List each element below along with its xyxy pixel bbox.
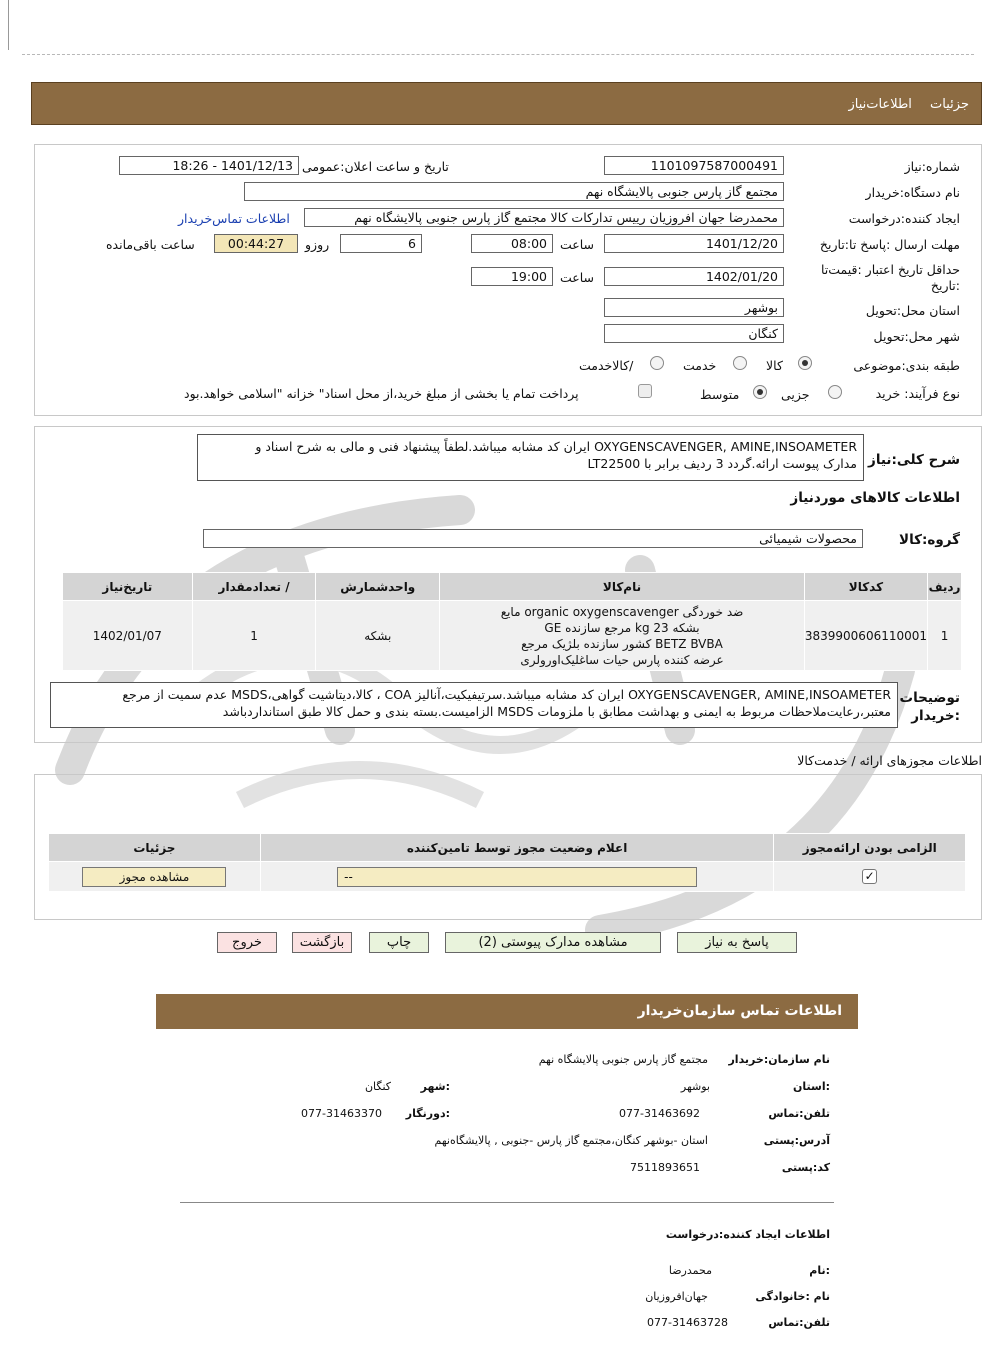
exit-button[interactable]: خروج [217, 932, 277, 953]
license-details-cell [49, 862, 261, 892]
need-number-label: شماره:نیاز [904, 159, 960, 174]
license-required-cell [774, 862, 966, 892]
validity-label-2: :تاریخ [930, 278, 960, 293]
licenses-title: اطلاعات مجوزهای ارائه / خدمت‌کالا [797, 753, 982, 768]
province-field: بوشهر [604, 298, 784, 317]
buyer-org-label: نام دستگاه:خریدار [865, 185, 960, 200]
category-goods-radio[interactable] [798, 356, 812, 370]
goods-info-title: اطلاعات کالاهای موردنیاز [790, 490, 960, 506]
buyer-notes-textbox [50, 682, 898, 728]
row-name-line-3: BETZ BVBA کشور سازنده بلژیک مرجع [521, 636, 723, 651]
row-unit: بشکه [316, 601, 440, 671]
contact-city-value: کنگان [364, 1080, 391, 1093]
col-license-required: الزامی بودن ارائه‌مجوز [774, 834, 966, 862]
row-date: 1402/01/07 [63, 601, 193, 671]
days-label: روزو [305, 237, 330, 252]
need-number-field: 1101097587000491 [604, 156, 784, 175]
creator-name-value: محمدرضا [668, 1264, 712, 1277]
contact-address-value: استان -بوشهر کنگان،مجتمع گاز پارس -جنوبی , پالایشگاه‌نهم [434, 1134, 708, 1147]
col-code: کدکالا [804, 573, 927, 601]
creator-info-header: اطلاعات ایجاد کننده:درخواست [665, 1228, 830, 1241]
province-label: استان محل:تحویل [865, 303, 960, 318]
validity-date-field: 1402/01/20 [604, 267, 784, 286]
row-name-line-4: عرضه کننده پارس حیات ساغلیک‌اورولری [520, 652, 724, 667]
left-border-line [8, 0, 9, 50]
category-both-label: /کالاخدمت [579, 358, 634, 373]
row-name [440, 601, 805, 671]
row-name-line-1: ضد خوردگی organic oxygenscavenger مایع [500, 604, 744, 619]
creator-field: محمدرضا جهان افروزیان رییس تدارکات کالا مجتمع گاز پارس جنوبی پالایشگاه نهم [304, 208, 784, 227]
creator-phone-value: 077-31463728 [647, 1316, 728, 1329]
treasury-payment-note: پرداخت تمام یا بخشی از مبلغ خرید،از محل اسناد" خزانه "اسلامی خواهد.بود [184, 386, 579, 401]
row-qty: 1 [192, 601, 316, 671]
creator-phone-label: تلفن:تماس [768, 1316, 830, 1329]
deadline-date-field: 1401/12/20 [604, 234, 784, 253]
category-label: طبقه بندی:موضوعی [853, 358, 960, 373]
buyer-notes-label-2: :خریدار [911, 708, 960, 724]
remaining-time-label: ساعت باقی‌مانده [106, 237, 195, 252]
deadline-label: مهلت ارسال :پاسخ تا:تاریخ [819, 237, 960, 252]
category-both-radio[interactable] [650, 356, 664, 370]
contact-city-label: :شهر [420, 1080, 450, 1093]
city-label: شهر محل:تحویل [873, 329, 960, 344]
summary-label: شرح کلی:نیاز [868, 452, 960, 468]
remaining-time-field: 00:44:27 [214, 234, 298, 253]
col-qty: / تعدادمقدار [192, 573, 316, 601]
back-button[interactable]: بازگشت [292, 932, 352, 953]
col-name: نام‌کالا [440, 573, 805, 601]
goods-group-field: محصولات شیمیائی [203, 529, 863, 548]
category-goods-label: کالا [766, 358, 783, 373]
contact-phone-label: تلفن:تماس [768, 1107, 830, 1120]
buyer-org-field: مجتمع گاز پارس جنوبی پالایشگاه نهم [244, 182, 784, 201]
tab-details[interactable]: جزئیات [930, 97, 969, 112]
buyer-contact-link[interactable]: اطلاعات تماس‌خریدار [178, 211, 290, 226]
announce-date-field: 1401/12/13 - 18:26 [119, 156, 299, 175]
summary-textbox [197, 434, 864, 481]
tab-need-info[interactable]: اطلاعات‌نیاز [848, 97, 912, 112]
validity-time-label: ساعت [560, 270, 595, 285]
process-medium-label: متوسط [700, 387, 740, 402]
city-field: کنگان [604, 324, 784, 343]
summary-line-1: OXYGENSCAVENGER, AMINE,INSOAMETER ایران کد مشابه میباشد.لطفاً پیشنهاد فنی و مالی به شرح اسناد و [255, 439, 857, 454]
creator-name-label: :نام [809, 1264, 830, 1277]
contact-province-label: :استان [793, 1080, 830, 1093]
process-label: نوع فرآیند: خرید [875, 386, 960, 401]
contact-org-value: مجتمع گاز پارس جنوبی پالایشگاه نهم [538, 1053, 708, 1066]
contact-address-label: آدرس:پستی [763, 1134, 830, 1147]
days-field: 6 [340, 234, 422, 253]
creator-family-label: نام :خانوادگی [755, 1290, 830, 1303]
contact-fax-label: :دورنگار [405, 1107, 450, 1120]
process-partial-label: جزیی [781, 387, 810, 402]
view-license-button[interactable]: مشاهده مجوز [82, 867, 226, 887]
col-license-details: جزئیات [49, 834, 261, 862]
contact-fax-value: 077-31463370 [301, 1107, 382, 1120]
buyer-notes-line-2: معتبر،رعایت‌ملاحظات مربوط به ایمنی و بهداشت مطابق با ملزومات MSDS الزامیست.بسته بندی و حمل کالا طبق استانداردباشد [222, 704, 891, 719]
category-service-label: خدمت [683, 358, 717, 373]
view-attachments-button[interactable]: مشاهده مدارک پیوستی (2) [445, 932, 661, 953]
contact-province-value: بوشهر [680, 1080, 710, 1093]
row-number: 1 [928, 601, 962, 671]
page-header-bar [31, 82, 982, 125]
license-required-checkbox[interactable]: ✓ [862, 869, 877, 884]
col-unit: واحدشمارش [316, 573, 440, 601]
row-code: 3839900606110001 [804, 601, 927, 671]
contact-divider [180, 1202, 834, 1203]
goods-group-label: گروه:کالا [899, 532, 960, 548]
validity-label-1: حداقل تاریخ اعتبار :قیمت‌تا [820, 262, 960, 277]
creator-family-value: جهان‌افروزیان [645, 1290, 708, 1303]
table-row [49, 862, 966, 892]
deadline-time-field: 08:00 [471, 234, 553, 253]
deadline-time-label: ساعت [560, 237, 595, 252]
process-medium-radio[interactable] [753, 385, 767, 399]
contact-postal-value: 7511893651 [630, 1161, 700, 1174]
print-button[interactable]: چاپ [369, 932, 429, 953]
top-divider [22, 54, 974, 55]
validity-time-field: 19:00 [471, 267, 553, 286]
buyer-notes-line-1: OXYGENSCAVENGER, AMINE,INSOAMETER ایران کد مشابه میباشد.سرتیفیکیت،آنالیز COA ، کالا،دیتاشیت گواهی،MSDS عدم سمیت از مرجع [122, 687, 891, 702]
creator-label: ایجاد کننده:درخواست [848, 211, 960, 226]
summary-line-2: مدارک پیوست ارائه.گردد 3 ردیف برابر با LT22500 [587, 456, 857, 471]
contact-postal-label: کد:پستی [781, 1161, 830, 1174]
category-service-radio[interactable] [733, 356, 747, 370]
row-name-line-2: بشکه 23 kg مرجع سازنده GE [544, 620, 700, 635]
items-table [62, 572, 962, 671]
treasury-payment-checkbox[interactable] [638, 384, 652, 398]
contact-header: اطلاعات تماس سازمان‌خریدار [156, 994, 858, 1029]
process-partial-radio[interactable] [828, 385, 842, 399]
licenses-table [48, 833, 966, 892]
table-row [63, 601, 962, 671]
reply-button[interactable]: پاسخ به نیاز [677, 932, 797, 953]
announce-date-label: تاریخ و ساعت اعلان:عمومی [302, 159, 449, 174]
buyer-notes-label-1: توضیحات [899, 690, 960, 706]
license-status-field[interactable]: -- [337, 867, 697, 887]
contact-phone-value: 077-31463692 [619, 1107, 700, 1120]
col-date: تاریخ‌نیاز [63, 573, 193, 601]
col-row: ردیف [928, 573, 962, 601]
contact-org-label: نام سازمان:خریدار [728, 1053, 830, 1066]
license-status-cell [260, 862, 774, 892]
col-license-status: اعلام وضعیت مجوز توسط تامین‌کننده [260, 834, 774, 862]
